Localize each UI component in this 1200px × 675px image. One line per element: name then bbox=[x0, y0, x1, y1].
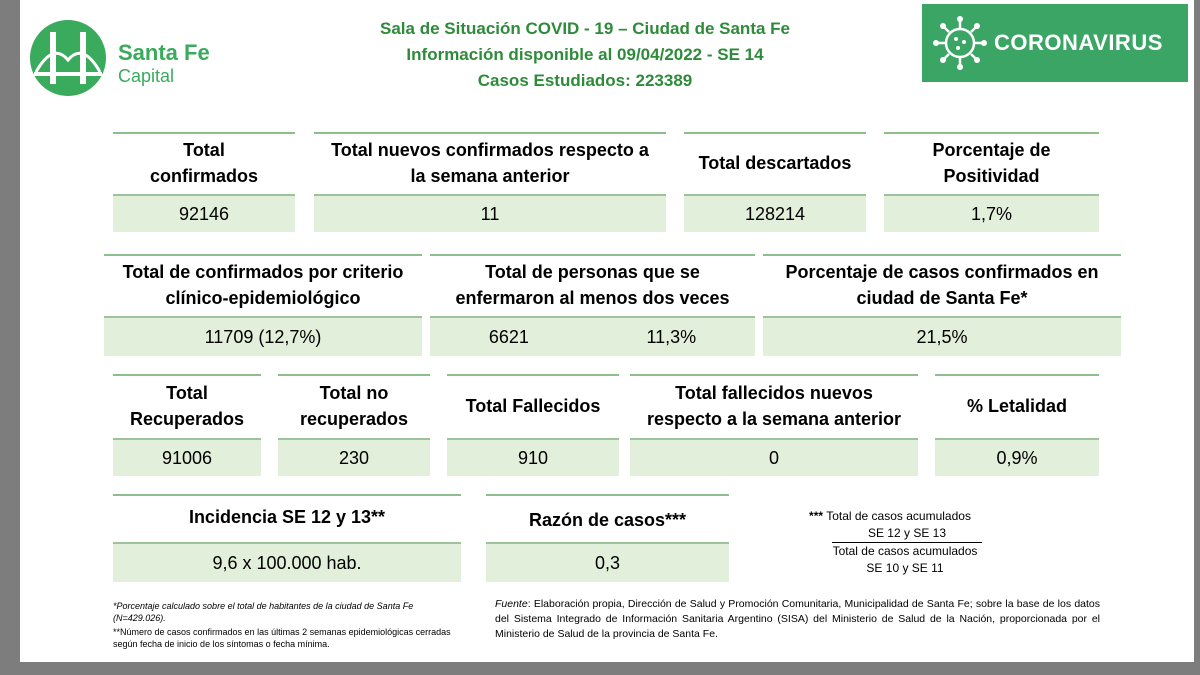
positividad-title: Porcentaje de Positividad bbox=[884, 132, 1099, 192]
footnote-incidencia: **Número de casos confirmados en las últimas 2 semanas epidemiológicas cerradas según fecha de inicio de los síntomas o fecha mínima. bbox=[113, 627, 451, 649]
nuevos-confirmados-value: 11 bbox=[314, 194, 666, 232]
fallecidos-nuevos-value: 0 bbox=[630, 438, 918, 476]
report-title: Sala de Situación COVID - 19 – Ciudad de Santa Fe bbox=[380, 19, 790, 38]
reinfectados-count: 6621 bbox=[488, 326, 529, 347]
incidencia-title: Incidencia SE 12 y 13** bbox=[113, 494, 461, 538]
razon-numerator-1: Total de casos acumulados bbox=[826, 509, 971, 523]
santa-fe-logo bbox=[28, 18, 218, 98]
total-descartados-title: Total descartados bbox=[684, 132, 866, 192]
letalidad-value: 0,9% bbox=[935, 438, 1099, 476]
incidencia-value: 9,6 x 100.000 hab. bbox=[113, 542, 461, 582]
razon-stars: *** bbox=[809, 509, 824, 523]
nuevos-confirmados-title: Total nuevos confirmados respecto a la semana anterior bbox=[314, 132, 666, 192]
letalidad-title: % Letalidad bbox=[935, 374, 1099, 436]
situation-report-sheet bbox=[20, 0, 1194, 662]
razon-value: 0,3 bbox=[486, 542, 729, 582]
porcentaje-ciudad-title: Porcentaje de casos confirmados en ciudad de Santa Fe* bbox=[763, 254, 1121, 314]
razon-numerator-2: SE 12 y SE 13 bbox=[832, 525, 982, 543]
no-recuperados-title: Total no recuperados bbox=[278, 374, 430, 436]
total-confirmados-title: Total confirmados bbox=[113, 132, 295, 192]
razon-formula bbox=[760, 508, 1020, 577]
studied-cases: Casos Estudiados: 223389 bbox=[477, 71, 693, 90]
criterio-clinico-value: 11709 (12,7%) bbox=[104, 316, 422, 356]
reinfectados-percent: 11,3% bbox=[646, 326, 697, 347]
recuperados-value: 91006 bbox=[113, 438, 261, 476]
no-recuperados-value: 230 bbox=[278, 438, 430, 476]
reinfectados-title: Total de personas que se enfermaron al menos dos veces bbox=[430, 254, 755, 314]
logo-line2: Capital bbox=[118, 66, 175, 86]
reinfectados-value-row bbox=[430, 316, 755, 356]
razon-title: Razón de casos*** bbox=[486, 494, 729, 544]
total-confirmados-value: 92146 bbox=[113, 194, 295, 232]
porcentaje-ciudad-value: 21,5% bbox=[763, 316, 1121, 356]
banner-label: CORONAVIRUS bbox=[994, 30, 1163, 55]
logo-line1: Santa Fe bbox=[118, 40, 210, 65]
fuente-body: : Elaboración propia, Dirección de Salud y Promoción Comunitaria, Municipalidad de Santa Fe; sobre la base de los datos del Sistema Integrado de Información Sanitaria Argentino (SISA) del Ministerio de Salud de la Nación, proporcionada por el Ministerio de Salud de la provincia de Santa Fe. bbox=[495, 598, 1100, 640]
criterio-clinico-title: Total de confirmados por criterio clínico-epidemiológico bbox=[104, 254, 422, 314]
fallecidos-title: Total Fallecidos bbox=[447, 374, 619, 436]
fuente-text bbox=[495, 597, 1100, 642]
report-subtitle: Información disponible al 09/04/2022 - SE 14 bbox=[406, 45, 764, 64]
fuente-label: Fuente bbox=[495, 598, 528, 610]
footnote-porcentaje: *Porcentaje calculado sobre el total de habitantes de la ciudad de Santa Fe (N=429.026). bbox=[113, 601, 414, 623]
coronavirus-banner bbox=[922, 4, 1188, 82]
razon-denominator-1: Total de casos acumulados bbox=[832, 544, 978, 558]
fallecidos-nuevos-title: Total fallecidos nuevos respecto a la semana anterior bbox=[630, 374, 918, 436]
fallecidos-value: 910 bbox=[447, 438, 619, 476]
total-descartados-value: 128214 bbox=[684, 194, 866, 232]
razon-denominator-2: SE 10 y SE 11 bbox=[866, 561, 944, 575]
positividad-value: 1,7% bbox=[884, 194, 1099, 232]
bridge-logo-icon bbox=[28, 18, 110, 98]
virus-icon bbox=[932, 15, 988, 71]
recuperados-title: Total Recuperados bbox=[113, 374, 261, 436]
